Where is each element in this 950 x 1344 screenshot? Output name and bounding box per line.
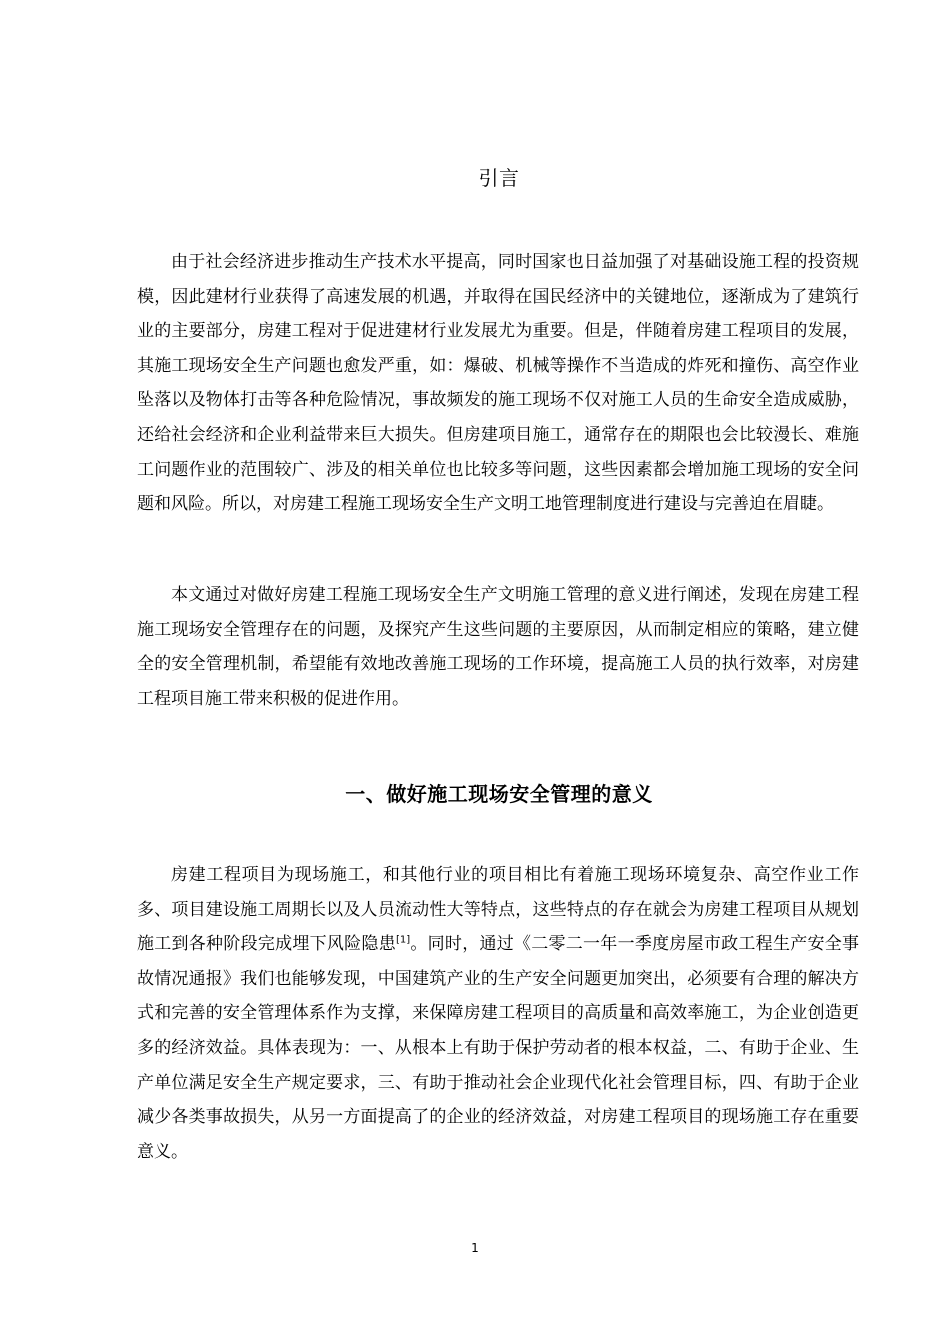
section-1-paragraph — [137, 858, 859, 1169]
intro-paragraph-2: 本文通过对做好房建工程施工现场安全生产文明施工管理的意义进行阐述，发现在房建工程施工现场安全管理存在的问题，及探究产生这些问题的主要原因，从而制定相应的策略，建立健全的安全管理机制，希望能有效地改善施工现场的工作环境，提高施工人员的执行效率，对房建工程项目施工带来积极的促进作用。 — [137, 585, 859, 709]
intro-paragraph-1: 由于社会经济进步推动生产技术水平提高，同时国家也日益加强了对基础设施工程的投资规模，因此建材行业获得了高速发展的机遇，并取得在国民经济中的关键地位，逐渐成为了建筑行业的主要部分，房建工程对于促进建材行业发展尤为重要。但是，伴随着房建工程项目的发展，其施工现场安全生产问题也愈发严重，如：爆破、机械等操作不当造成的炸死和撞伤、高空作业坠落以及物体打击等各种危险情况，事故频发的施工现场不仅对施工人员的生命安全造成威胁，还给社会经济和企业利益带来巨大损失。但房建项目施工，通常存在的期限也会比较漫长、难施工问题作业的范围较广、涉及的相关单位也比较多等问题，这些因素都会增加施工现场的安全问题和风险。所以，对房建工程施工现场安全生产文明工地管理制度进行建设与完善迫在眉睫。 — [137, 252, 859, 515]
section-1-paragraph-text-a: 房建工程项目为现场施工，和其他行业的项目相比有着施工现场环境复杂、高空作业工作多、项目建设施工周期长以及人员流动性大等特点，这些特点的存在就会为房建工程项目从规划施工到各种阶段完成埋下风险隐患 — [137, 865, 859, 955]
citation-reference[interactable]: [1] — [395, 934, 411, 946]
intro-heading: 引言 — [478, 166, 520, 190]
section-1-paragraph-text-b: 。同时，通过《二零二一年一季度房屋市政工程生产安全事故情况通报》我们也能够发现，中国建筑产业的生产安全问题更加突出，必须要有合理的解决方式和完善的安全管理体系作为支撑，来保障房建工程项目的高质量和高效率施工，为企业创造更多的经济效益。具体表现为：一、从根本上有助于保护劳动者的根本权益，二、有助于企业、生产单位满足安全生产规定要求，三、有助于推动社会企业现代化社会管理目标，四、有助于企业减少各类事故损失，从另一方面提高了的企业的经济效益，对房建工程项目的现场施工存在重要意义。 — [137, 934, 860, 1162]
page-number: 1 — [471, 1241, 479, 1255]
section-1-heading: 一、做好施工现场安全管理的意义 — [345, 782, 653, 806]
